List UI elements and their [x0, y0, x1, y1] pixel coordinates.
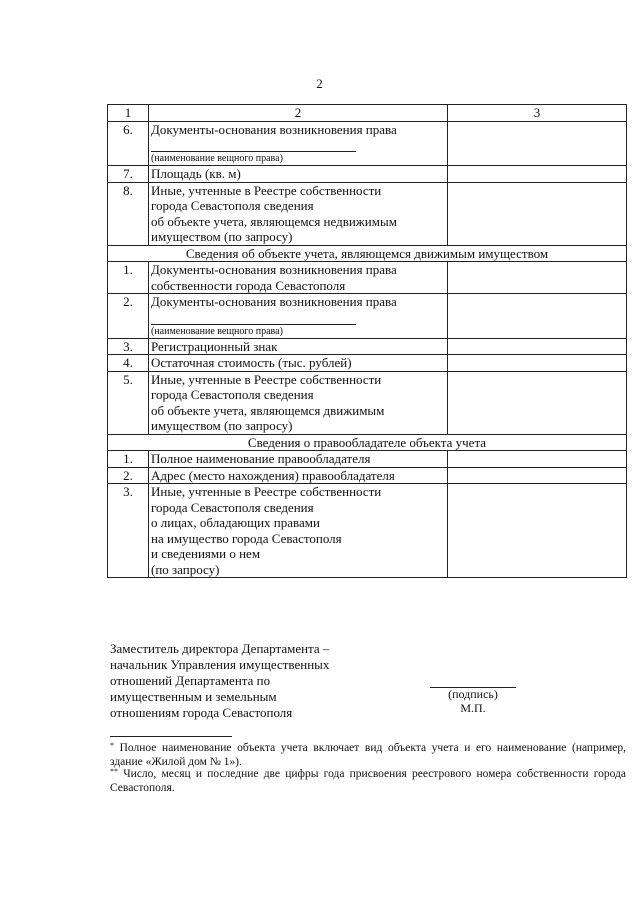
row-label-line: на имущество города Севастополя: [151, 530, 342, 546]
row-label-line: о лицах, обладающих правами: [151, 515, 320, 530]
row-label: [149, 371, 448, 434]
section-title: Сведения об объекте учета, являющемся движимым имуществом: [108, 245, 627, 262]
value-cell: [448, 355, 627, 372]
footnote-separator: [110, 736, 232, 737]
row-label: [149, 182, 448, 245]
row-label: Адрес (место нахождения) правообладателя: [149, 467, 448, 484]
row-label-line: Документы-основания возникновения права: [151, 294, 397, 309]
row-number: 6.: [108, 121, 149, 166]
table-row: [108, 182, 627, 245]
table-row: [108, 338, 627, 355]
row-number: 2.: [108, 294, 149, 339]
row-number: 2.: [108, 467, 149, 484]
row-label: Регистрационный знак: [149, 338, 448, 355]
section-row: [108, 245, 627, 262]
signatory-line: отношениям города Севастополя: [110, 705, 293, 720]
footnote-text: Полное наименование объекта учета включает вид объекта учета и его наименование (например, здание «Жилой дом № 1»).: [110, 742, 626, 768]
row-number: 7.: [108, 166, 149, 183]
footnote-mark: *: [110, 741, 114, 750]
signatory-block: [110, 641, 430, 721]
stamp-label: М.П.: [460, 701, 486, 715]
value-cell: [448, 371, 627, 434]
signatory-line: Заместитель директора Департамента –: [110, 641, 330, 656]
table-row: [108, 294, 627, 339]
row-note: (наименование вещного права): [151, 325, 283, 337]
row-label: Площадь (кв. м): [149, 166, 448, 183]
table-row: [108, 467, 627, 484]
value-cell: [448, 166, 627, 183]
row-label: [149, 262, 448, 294]
table-header-row: [108, 105, 627, 122]
row-label-line: Иные, учтенные в Реестре собственности: [151, 371, 382, 387]
row-label-line: и сведениями о нем: [151, 546, 261, 561]
row-label-line: собственности города Севастополя: [151, 277, 346, 293]
row-number: 3.: [108, 484, 149, 578]
row-label-line: имуществом (по запросу): [151, 418, 293, 433]
row-label-line: Документы-основания возникновения права: [151, 121, 397, 137]
column-header: 3: [448, 105, 627, 122]
value-cell: [448, 338, 627, 355]
value-cell: [448, 121, 627, 166]
value-cell: [448, 484, 627, 578]
row-label-line: города Севастополя сведения: [151, 198, 314, 213]
row-label-line: Документы-основания возникновения права: [151, 262, 397, 277]
signatory-line: начальник Управления имущественных: [110, 657, 330, 672]
signature-label: (подпись): [448, 687, 498, 701]
row-label: Остаточная стоимость (тыс. рублей): [149, 355, 448, 372]
value-cell: [448, 467, 627, 484]
row-label-line: (по запросу): [151, 561, 220, 577]
row-number: 1.: [108, 451, 149, 468]
row-label-line: об объекте учета, являющемся движимым: [151, 402, 385, 418]
row-label: [149, 121, 448, 166]
section-title: Сведения о правообладателе объекта учета: [108, 434, 627, 451]
row-label-line: города Севастополя сведения: [151, 499, 314, 515]
registry-table: [107, 104, 627, 578]
row-number: 3.: [108, 338, 149, 355]
value-cell: [448, 182, 627, 245]
section-row: [108, 434, 627, 451]
table-row: [108, 451, 627, 468]
row-note: (наименование вещного права): [151, 153, 283, 164]
table-row: [108, 371, 627, 434]
table-row: [108, 121, 627, 166]
row-number: 5.: [108, 371, 149, 434]
row-label-line: Иные, учтенные в Реестре собственности: [151, 182, 382, 198]
footnote-text: Число, месяц и последние две цифры года присвоения реестрового номера собственности города Севастополя.: [110, 768, 627, 794]
table-row: [108, 355, 627, 372]
row-label: Полное наименование правообладателя: [149, 451, 448, 468]
signatory-line: имущественным и земельным: [110, 689, 277, 704]
row-number: 1.: [108, 262, 149, 294]
value-cell: [448, 294, 627, 339]
footnote: [110, 742, 626, 769]
signature-caption: [430, 687, 516, 715]
row-number: 4.: [108, 355, 149, 372]
row-label: [149, 294, 448, 339]
footnote-mark: **: [110, 767, 118, 776]
row-label-line: имуществом (по запросу): [151, 229, 293, 244]
row-label-line: Иные, учтенные в Реестре собственности: [151, 484, 382, 499]
column-header: 1: [108, 105, 149, 122]
column-header: 2: [149, 105, 448, 122]
footnote: [110, 768, 626, 795]
table-row: [108, 484, 627, 578]
row-number: 8.: [108, 182, 149, 245]
page-number: 2: [316, 76, 323, 91]
value-cell: [448, 262, 627, 294]
value-cell: [448, 451, 627, 468]
signatory-line: отношений Департамента по: [110, 673, 271, 688]
table-row: [108, 166, 627, 183]
row-label-line: города Севастополя сведения: [151, 387, 314, 402]
row-label-line: об объекте учета, являющемся недвижимым: [151, 213, 397, 229]
table-row: [108, 262, 627, 294]
row-label: [149, 484, 448, 578]
